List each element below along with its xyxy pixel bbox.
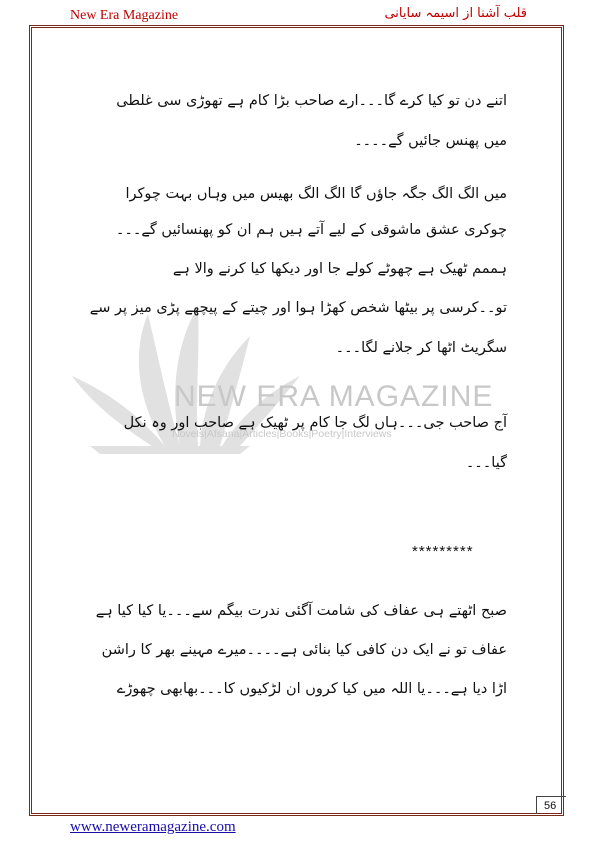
body-line-11: عفاف تو نے ایک دن کافی کیا بنائی ہے۔۔۔۔میرے مہینے بھر کا راشن (101, 642, 507, 658)
body-line-1: اتنے دن تو کیا کرے گا۔۔۔ارے صاحب بڑا کام ہے تھوڑی سی غلطی (116, 93, 507, 109)
body-line-7: سگریٹ اٹھا کر جلانے لگا۔۔۔ (335, 340, 507, 356)
body-line-12: اڑا دیا ہے۔۔۔یا اللہ میں کیا کروں ان لڑکیوں کا۔۔۔بھابھی چھوڑے (116, 681, 507, 697)
body-line-9: گیا۔۔۔ (465, 455, 507, 471)
footer-website-link[interactable]: www.neweramagazine.com (70, 819, 236, 835)
watermark-tagline: Novels|Afsana|Articles|Books|Poetry|Interviews (172, 428, 392, 440)
watermark-brand: NEW ERA MAGAZINE (174, 380, 494, 413)
body-line-4: چوکری عشق ماشوقی کے لیے آتے ہیں ہم ان کو پھنسائیں گے۔۔۔ (115, 222, 507, 238)
body-line-8: آج صاحب جی۔۔۔ہاں لگ جا کام پر ٹھیک ہے صاحب اور وہ نکل (123, 415, 507, 431)
page-number: 56 (544, 800, 557, 812)
body-line-3: میں الگ الگ جگہ جاؤں گا الگ الگ بھیس میں وہاں بہت چوکرا (125, 186, 507, 202)
body-line-5: ہممم ٹھیک ہے چھوٹے کولے جا اور دیکھا کیا کرنے والا ہے (172, 261, 507, 277)
magazine-title: New Era Magazine (70, 8, 179, 23)
section-separator: ********* (412, 543, 474, 560)
body-line-6: تو۔۔کرسی پر بیٹھا شخص کھڑا ہوا اور چیتے کے پیچھے پڑی میز پر سے (89, 300, 507, 316)
novel-author-title: قلب آشنا از اسیمہ سایانی (384, 6, 527, 21)
body-line-2: میں پھنس جائیں گے۔۔۔۔ (354, 133, 507, 149)
body-line-10: صبح اٹھتے ہی عفاف کی شامت آگئی ندرت بیگم سے۔۔۔یا کیا کیا ہے (95, 603, 507, 619)
